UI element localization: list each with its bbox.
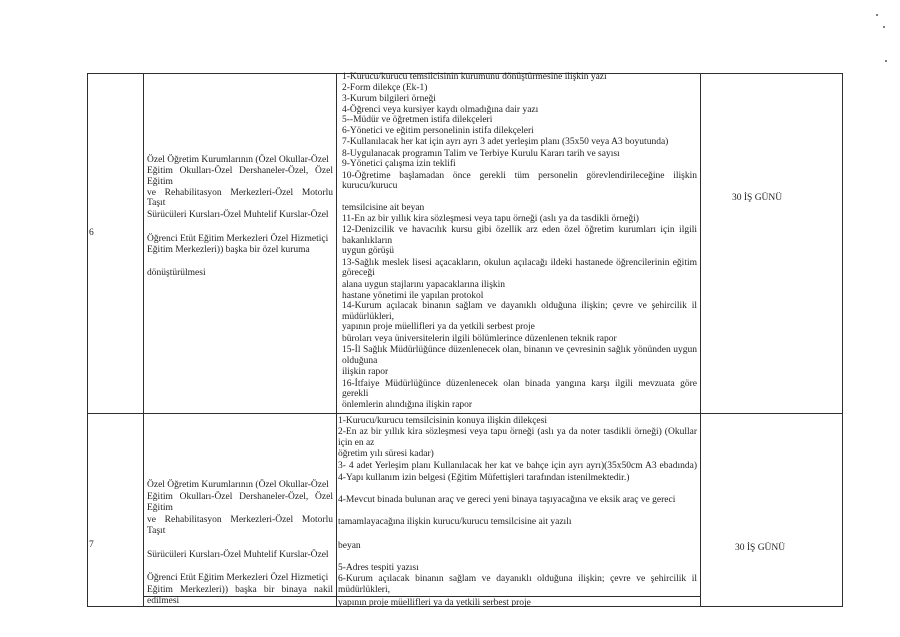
requirement-line: hastane yönetimi ile yapılan protokol bbox=[342, 291, 484, 301]
requirement-line: 4-Mevcut binada bulunan araç ve gereci yeni binaya taşıyacağına ve eksik araç ve gereci bbox=[338, 495, 676, 505]
service-name-line: Sürücüleri Kursları-Özel Muhtelif Kurslar-Özel bbox=[147, 550, 329, 560]
row-number: 6 bbox=[89, 228, 94, 238]
requirement-line: müdürlükleri, bbox=[342, 312, 394, 322]
requirement-line: olduğuna bbox=[342, 356, 378, 366]
requirement-line: uygun görüşü bbox=[342, 246, 394, 256]
requirement-line: 1-Kurucu/kurucu temsilcisinin konuya ilişkin dilekçesi bbox=[338, 416, 547, 426]
requirement-line: 5-Adres tespiti yazısı bbox=[338, 563, 419, 573]
requirement-line: 5--Müdür ve öğretmen istifa dilekçeleri bbox=[342, 115, 493, 125]
service-name-line: Taşıt bbox=[147, 198, 166, 208]
service-name-line: dönüştürülmesi bbox=[147, 268, 206, 278]
row-divider bbox=[87, 413, 843, 414]
requirement-line: 3- 4 adet Yerleşim planı Kullanılacak her kat ve bahçe için ayrı ayrı)(35x50cm A3 ebadında) bbox=[338, 461, 697, 471]
requirement-line: 6-Yönetici ve eğitim personelinin istifa dilekçeleri bbox=[342, 126, 534, 136]
requirement-line: 8-Uygulanacak programın Talim ve Terbiye Kurulu Kararı tarih ve sayısı bbox=[342, 149, 620, 159]
requirement-line: 6-Kurum açılacak binanın sağlam ve dayanıklı olduğuna ilişkin; çevre ve şehircilik il bbox=[338, 574, 697, 584]
service-name-line: Eğitim Merkezleri)) başka bir özel kuruma bbox=[147, 245, 310, 255]
service-name-line: Özel Öğretim Kurumlarının (Özel Okullar-Özel bbox=[147, 155, 329, 165]
service-name-line: Özel Öğretim Kurumlarının (Özel Okullar-Özel bbox=[147, 480, 329, 490]
requirement-line: yapının proje müellifleri ya da yetkili serbest proje bbox=[342, 322, 535, 332]
service-name-line: Eğitim bbox=[147, 177, 173, 187]
requirement-line: 16-İtfaiye Müdürlüğünce düzenlenecek olan binada yangına karşı ilgili mevzuata göre bbox=[342, 379, 697, 389]
requirement-line: alana uygun stajlarını yapacaklarına ilişkin bbox=[342, 280, 506, 290]
service-name-line: Sürücüleri Kursları-Özel Muhtelif Kurslar-Özel bbox=[147, 210, 329, 220]
requirement-line: tamamlayacağına ilişkin kurucu/kurucu temsilcisine ait yazılı bbox=[338, 517, 572, 527]
column-divider bbox=[700, 73, 701, 607]
requirement-line: için en az bbox=[338, 438, 375, 448]
table-left-border bbox=[87, 73, 88, 607]
service-name-line: Eğitim Merkezleri)) başka bir binaya nakil bbox=[147, 585, 333, 595]
column-divider bbox=[143, 73, 144, 607]
service-name-line: Eğitim Okulları-Özel Dershaneler-Özel, Özel bbox=[147, 492, 333, 502]
requirement-line: beyan bbox=[338, 541, 361, 551]
duration-label: 30 İŞ GÜNÜ bbox=[735, 543, 786, 553]
requirement-line: 11-En az bir yıllık kira sözleşmesi veya tapu örneği (aslı ya da tasdikli örneği) bbox=[342, 214, 639, 224]
service-name-line: ve Rehabilitasyon Merkezleri-Özel Motorlu bbox=[147, 515, 333, 525]
requirement-line: 1-Kurucu/kurucu temsilcisinin kurumunu dönüştürmesine ilişkin yazı bbox=[342, 72, 607, 82]
requirement-line: 15-İl Sağlık Müdürlüğünce düzenlenecek olan, binanın ve çevresinin sağlık yönünden uygun bbox=[342, 345, 697, 355]
requirement-line: 9-Yönetici çalışma izin teklifi bbox=[342, 159, 456, 169]
row-number: 7 bbox=[89, 540, 94, 550]
requirement-line: büroları veya üniversitelerin ilgili bölümlerince düzenlenen teknik rapor bbox=[342, 334, 617, 344]
requirement-line: gerekli bbox=[342, 389, 369, 399]
requirement-line: 14-Kurum açılacak binanın sağlam ve dayanıklı olduğuna ilişkin; çevre ve şehircilik il bbox=[342, 301, 697, 311]
service-name-line: Öğrenci Etüt Eğitim Merkezleri Özel Hizmetiçi bbox=[147, 573, 329, 583]
requirement-line: kurucu/kurucu bbox=[342, 181, 398, 191]
requirement-line: temsilcisine ait beyan bbox=[342, 203, 425, 213]
requirement-line: 13-Sağlık meslek lisesi açacakların, okulun açılacağı ildeki hastanede öğrencilerinin eğitim bbox=[342, 258, 697, 268]
service-name-line: Öğrenci Etüt Eğitim Merkezleri Özel Hizmetiçi bbox=[147, 234, 329, 244]
requirement-line: müdürlükleri, bbox=[338, 585, 390, 595]
service-name-line: ve Rehabilitasyon Merkezleri-Özel Motorlu bbox=[147, 188, 333, 198]
requirement-line: 2-En az bir yıllık kira sözleşmesi veya tapu örneği (aslı ya da noter tasdikli örneği) (Okullar bbox=[338, 427, 697, 437]
requirement-line: 3-Kurum bilgileri örneği bbox=[342, 94, 436, 104]
requirement-line: 2-Form dilekçe (Ek-1) bbox=[342, 83, 428, 93]
requirement-line: önlemlerin alındığına ilişkin rapor bbox=[342, 400, 473, 410]
service-name-line: edilmesi bbox=[147, 596, 180, 606]
requirement-line: ilişkin rapor bbox=[342, 367, 389, 377]
service-name-line: Eğitim bbox=[147, 503, 173, 513]
column-divider bbox=[336, 73, 337, 607]
table-right-border bbox=[842, 73, 843, 607]
requirement-line: göreceği bbox=[342, 268, 375, 278]
requirement-line: 10-Öğretime başlamadan önce gerekli tüm personelin görevlendirileceğine ilişkin bbox=[342, 171, 697, 181]
service-name-line: Eğitim Okulları-Özel Dershaneler-Özel, Özel bbox=[147, 166, 333, 176]
requirement-line: 7-Kullanılacak her kat için ayrı ayrı 3 adet yerleşim planı (35x50 veya A3 boyutunda) bbox=[342, 137, 669, 147]
requirement-line: 4-Yapı kullanım izin belgesi (Eğitim Müfettişleri tarafından istenilmektedir.) bbox=[338, 473, 630, 483]
service-name-line: Taşıt bbox=[147, 526, 166, 536]
requirement-line: öğretim yılı süresi kadar) bbox=[338, 449, 434, 459]
requirement-line: bakanlıkların bbox=[342, 236, 393, 246]
duration-label: 30 İŞ GÜNÜ bbox=[732, 193, 783, 203]
requirement-line: yapının proje müellifleri ya da yetkili serbest proje bbox=[338, 598, 531, 608]
requirement-line: 12-Denizcilik ve havacılık kursu gibi özellik arz eden özel öğretim kurumları için ilgili bbox=[342, 225, 697, 235]
requirement-line: 4-Öğrenci veya kursiyer kaydı olmadığına dair yazı bbox=[342, 105, 539, 115]
